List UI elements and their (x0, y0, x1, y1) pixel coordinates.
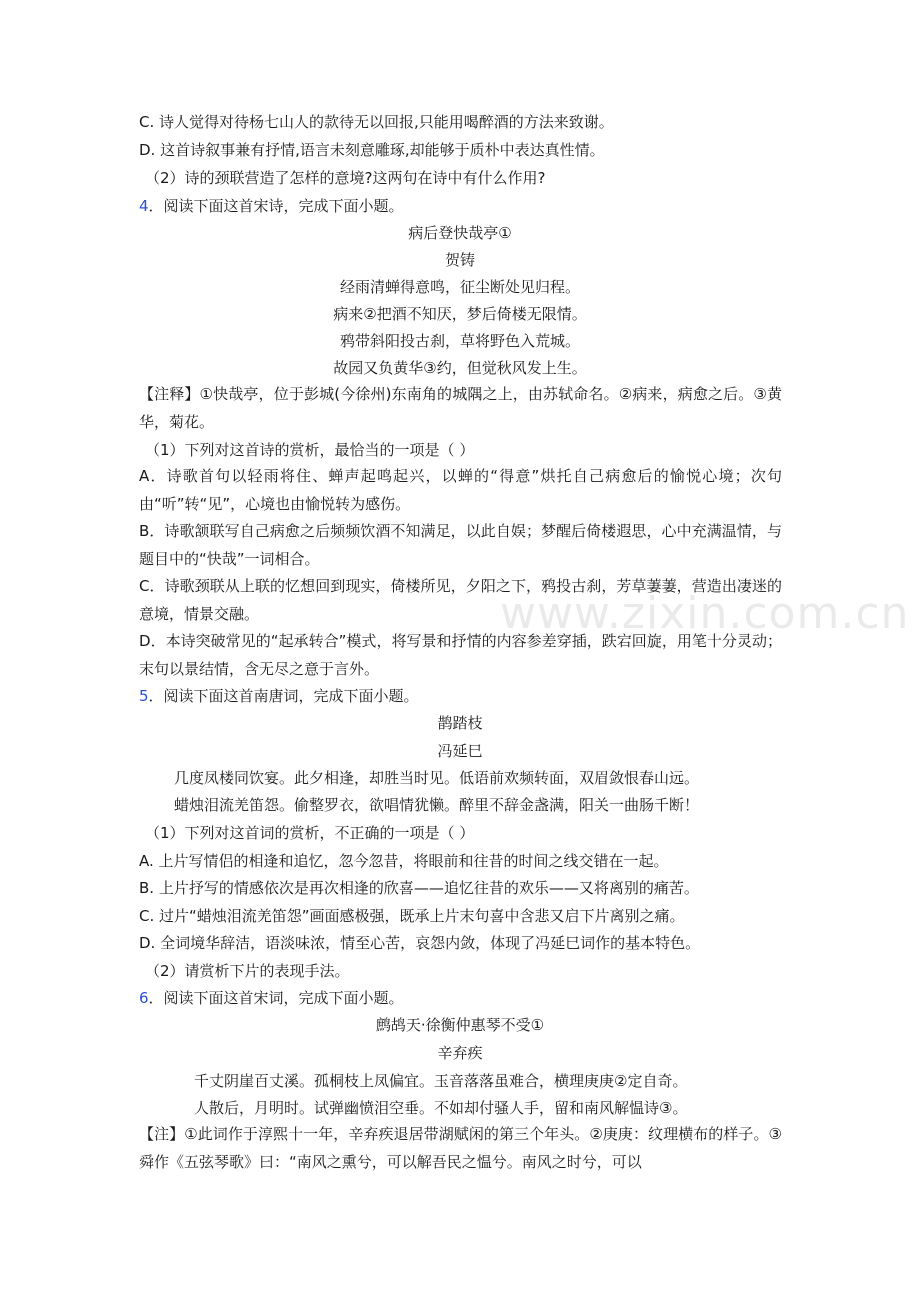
q4-prompt (139, 196, 404, 216)
q6-poem-stanza-2: 人散后，月明时。试弹幽愤泪空垂。不如却付骚人手，留和南风解愠诗③。 (194, 1099, 688, 1117)
q5-subquestion-1: （1）下列对这首词的赏析，不正确的一项是（ ） (145, 824, 475, 842)
q4-poem-line-3: 鸦带斜阳投古刹，草将野色入荒城。 (339, 332, 580, 350)
q6-prompt-text: ．阅读下面这首宋词，完成下面小题。 (148, 989, 404, 1007)
q5-option-b: B. 上片抒写的情感依次是再次相逢的欣喜——追忆往昔的欢乐——又将离别的痛苦。 (139, 879, 699, 897)
q3-option-c: C. 诗人觉得对待杨七山人的款待无以回报,只能用喝醉酒的方法来致谢。 (139, 113, 614, 131)
q5-subquestion-2: （2）请赏析下片的表现手法。 (145, 962, 350, 980)
q4-prompt-text: ．阅读下面这首宋诗，完成下面小题。 (148, 197, 404, 215)
q4-poem-author: 贺铸 (444, 251, 475, 269)
q5-poem-title: 鹊踏枝 (437, 714, 483, 732)
q4-poem-line-4: 故园又负黄华③约，但觉秋风发上生。 (333, 359, 587, 377)
q6-number: 6 (139, 989, 149, 1007)
q5-option-d: D. 全词境华辞洁，语淡味浓，情至心苦，哀怨内敛，体现了冯延巳词作的基本特色。 (139, 934, 701, 952)
q6-poem-stanza-1: 千丈阴崖百丈溪。孤桐枝上凤偏宜。玉音落落虽难合，横理庚庚②定自奇。 (194, 1072, 688, 1090)
q5-option-c: C. 过片“蜡烛泪流羌笛怨”画面感极强，既承上片末句喜中含悲又启下片离别之痛。 (139, 907, 685, 925)
q4-poem-line-1: 经雨清蝉得意鸣，征尘断处见归程。 (339, 278, 580, 296)
q4-option-b: B．诗歌颔联写自己病愈之后频频饮酒不知满足，以此自娱；梦醒后倚楼遐思，心中充满温情，与题目中的“快哉”一词相合。 (139, 522, 782, 568)
q4-option-a: A．诗歌首句以轻雨将住、蝉声起鸣起兴，以蝉的“得意”烘托自己病愈后的愉悦心境；次句由“听”转“见”，心境也由愉悦转为感伤。 (139, 467, 782, 513)
q3-option-d: D. 这首诗叙事兼有抒情,语言未刻意雕琢,却能够于质朴中表达真性情。 (139, 141, 605, 159)
q6-poem-author: 辛弃疾 (437, 1044, 483, 1062)
q4-poem-line-2: 病来②把酒不知厌，梦后倚楼无限情。 (333, 305, 587, 323)
q4-poem-title: 病后登快哉亭① (408, 224, 512, 242)
q6-poem-title: 鹧鸪天·徐衡仲惠琴不受① (375, 1016, 545, 1034)
q5-prompt-text: ．阅读下面这首南唐词，完成下面小题。 (148, 687, 419, 705)
q5-poem-stanza-1: 几度凤楼同饮宴。此夕相逢，却胜当时见。低语前欢频转面，双眉敛恨春山远。 (174, 769, 700, 787)
q4-subquestion-1: （1）下列对这首诗的赏析，最恰当的一项是（ ） (145, 441, 475, 459)
q4-option-d: D．本诗突破常见的“起承转合”模式，将写景和抒情的内容参差穿插，跌宕回旋，用笔十分灵动；末句以景结情，含无尽之意于言外。 (139, 632, 782, 678)
q5-option-a: A. 上片写情侣的相逢和追忆，忽今忽昔，将眼前和往昔的时间之线交错在一起。 (139, 852, 669, 870)
q5-poem-author: 冯延巳 (437, 742, 483, 760)
q4-number: 4 (139, 197, 149, 215)
q5-prompt (139, 686, 419, 706)
watermark: www.zixin.com.cn (500, 588, 910, 639)
q4-option-c: C．诗歌颈联从上联的忆想回到现实，倚楼所见，夕阳之下，鸦投古刹，芳草萋萋，营造出凄迷的意境，情景交融。 (139, 577, 782, 623)
q5-number: 5 (139, 687, 149, 705)
q5-poem-stanza-2: 蜡烛泪流羌笛怨。偷整罗衣，欲唱情犹懒。醉里不辞金盏满，阳关一曲肠千断！ (174, 796, 700, 814)
q4-note: 【注释】①快哉亭，位于彭城(今徐州)东南角的城隅之上，由苏轼命名。②病来，病愈之后。③黄华，菊花。 (139, 385, 782, 431)
q6-note: 【注】①此词作于淳熙十一年，辛弃疾退居带湖赋闲的第三个年头。②庚庚：纹理横布的样子。③舜作《五弦琴歌》曰：“南风之熏兮，可以解吾民之愠兮。南风之时兮，可以 (139, 1125, 782, 1171)
q6-prompt (139, 988, 404, 1008)
q3-subquestion-2: （2）诗的颈联营造了怎样的意境?这两句在诗中有什么作用? (145, 169, 546, 187)
